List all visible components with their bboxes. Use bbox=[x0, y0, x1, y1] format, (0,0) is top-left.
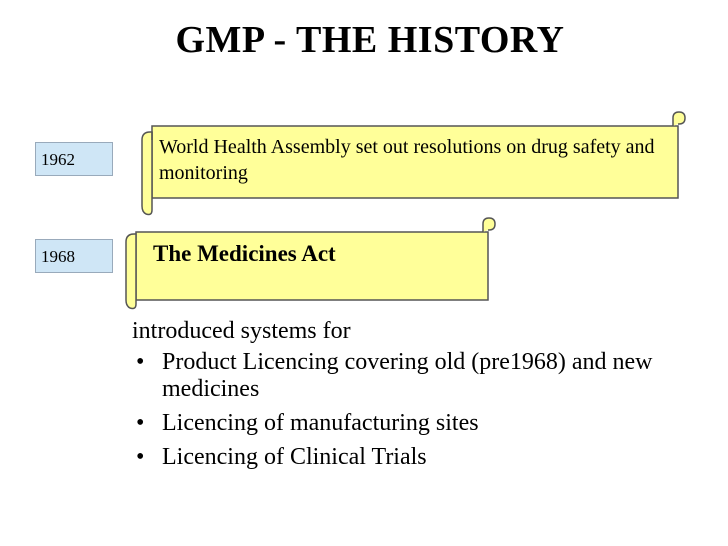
details-intro: introduced systems for bbox=[132, 318, 351, 344]
event-scroll-1962 bbox=[138, 110, 688, 214]
slide-title: GMP - THE HISTORY bbox=[175, 19, 565, 61]
year-label-1968: 1968 bbox=[35, 239, 113, 273]
bullet-icon: • bbox=[136, 410, 145, 436]
details-block bbox=[132, 318, 692, 478]
bullet-icon: • bbox=[136, 444, 145, 470]
list-item bbox=[132, 410, 692, 437]
event-text-1968: The Medicines Act bbox=[153, 241, 336, 266]
event-scroll-1968 bbox=[122, 216, 498, 308]
bullet-icon: • bbox=[136, 349, 145, 375]
list-item-text: Product Licencing covering old (pre1968) and new medicines bbox=[162, 349, 653, 402]
list-item bbox=[132, 444, 692, 471]
list-item-text: Licencing of manufacturing sites bbox=[162, 410, 479, 436]
list-item bbox=[132, 349, 692, 403]
event-text-1962: World Health Assembly set out resolutions on drug safety and monitoring bbox=[159, 136, 655, 184]
details-list bbox=[132, 349, 692, 471]
year-label-1962: 1962 bbox=[35, 142, 113, 176]
list-item-text: Licencing of Clinical Trials bbox=[162, 444, 427, 470]
